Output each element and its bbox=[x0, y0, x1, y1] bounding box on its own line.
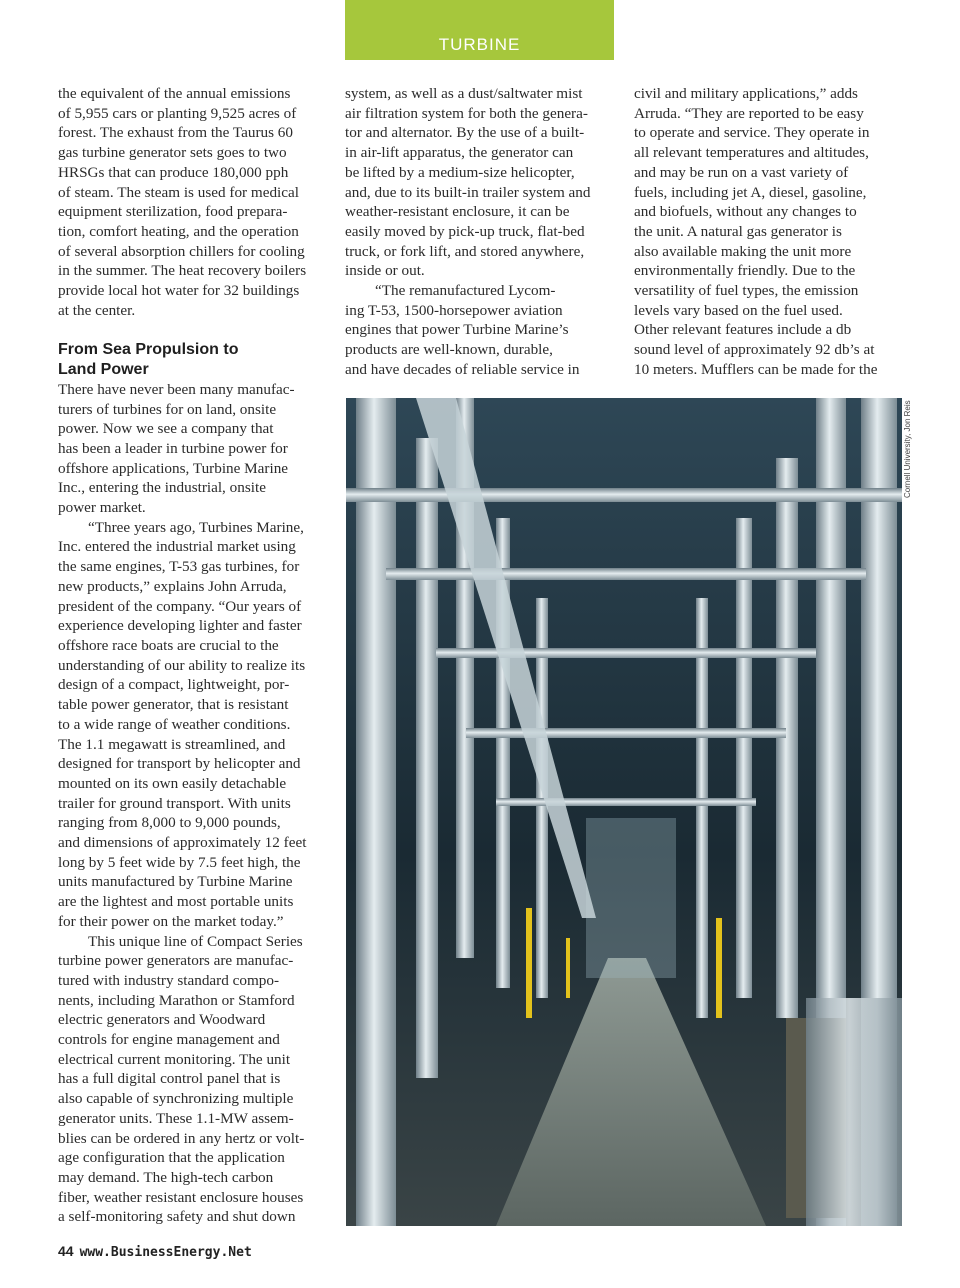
text-line: the unit. A natural gas generator is bbox=[634, 222, 842, 240]
text-line: has been a leader in turbine power for bbox=[58, 439, 288, 457]
text-line: Arruda. “They are reported to be easy bbox=[634, 104, 864, 122]
text-line: sound level of approximately 92 db’s at bbox=[634, 341, 875, 359]
text-line: nents, including Marathon or Stamford bbox=[58, 991, 295, 1009]
text-line: offshore applications, Turbine Marine bbox=[58, 459, 289, 477]
text-line: This unique line of Compact Series bbox=[88, 932, 303, 950]
subheading-line: From Sea Propulsion to bbox=[58, 341, 239, 359]
text-line: has a full digital control panel that is bbox=[58, 1070, 281, 1088]
text-line: offshore race boats are crucial to the bbox=[58, 636, 279, 654]
website-link[interactable]: www.BusinessEnergy.Net bbox=[79, 1245, 252, 1260]
text-line: of steam. The steam is used for medical bbox=[58, 183, 299, 201]
text-line: blies can be ordered in any hertz or volt- bbox=[58, 1129, 305, 1147]
column1-paragraph-d bbox=[58, 932, 333, 1228]
text-line: all relevant temperatures and altitudes, bbox=[634, 144, 869, 162]
column1-paragraph-a bbox=[58, 84, 333, 320]
text-line: in the summer. The heat recovery boilers bbox=[58, 262, 307, 280]
text-line: trailer for ground transport. With units bbox=[58, 794, 291, 812]
text-line: of 5,955 cars or planting 9,525 acres of bbox=[58, 104, 297, 122]
text-line: air filtration system for both the genera- bbox=[345, 104, 588, 122]
text-line: products are well-known, durable, bbox=[345, 341, 553, 359]
text-line: new products,” explains John Arruda, bbox=[58, 577, 287, 595]
text-line: to operate and service. They operate in bbox=[634, 124, 870, 142]
text-line: “Three years ago, Turbines Marine, bbox=[88, 518, 304, 536]
text-line: also capable of synchronizing multiple bbox=[58, 1090, 294, 1108]
text-line: and biofuels, without any changes to bbox=[634, 203, 857, 221]
text-line: system, as well as a dust/saltwater mist bbox=[345, 85, 583, 102]
text-line: tured with industry standard compo- bbox=[58, 971, 280, 989]
text-line: inside or out. bbox=[345, 262, 425, 280]
column2-paragraph-b bbox=[345, 281, 620, 380]
text-line: tion, comfort heating, and the operation bbox=[58, 222, 299, 240]
text-line: tor and alternator. By the use of a built- bbox=[345, 124, 585, 142]
text-line: The 1.1 megawatt is streamlined, and bbox=[58, 735, 286, 753]
text-line: power market. bbox=[58, 499, 146, 517]
text-line: design of a compact, lightweight, por- bbox=[58, 676, 290, 694]
text-line: electrical current monitoring. The unit bbox=[58, 1050, 291, 1068]
industrial-plant-photo bbox=[346, 398, 902, 1226]
text-line: provide local hot water for 32 buildings bbox=[58, 282, 300, 300]
text-line: ranging from 8,000 to 9,000 pounds, bbox=[58, 814, 281, 832]
text-line: to a wide range of weather conditions. bbox=[58, 715, 291, 733]
column1-paragraph-c bbox=[58, 518, 333, 932]
column1-paragraph-b bbox=[58, 380, 333, 518]
text-line: table power generator, that is resistant bbox=[58, 696, 289, 714]
article-column-1 bbox=[58, 84, 333, 1227]
text-line: power. Now we see a company that bbox=[58, 420, 274, 438]
text-line: equipment sterilization, food prepara- bbox=[58, 203, 288, 221]
text-line: a self-monitoring safety and shut down bbox=[58, 1208, 296, 1226]
photo-credit: Cornell University, Jon Reis bbox=[903, 400, 912, 498]
text-line: “The remanufactured Lycom- bbox=[375, 282, 556, 300]
text-line: generator units. These 1.1-MW assem- bbox=[58, 1109, 294, 1127]
text-line: civil and military applications,” adds bbox=[634, 85, 858, 102]
text-line: fiber, weather resistant enclosure houses bbox=[58, 1188, 304, 1206]
text-line: president of the company. “Our years of bbox=[58, 597, 302, 615]
text-line: forest. The exhaust from the Taurus 60 bbox=[58, 124, 293, 142]
text-line: long by 5 feet wide by 7.5 feet high, the bbox=[58, 853, 301, 871]
text-line: HRSGs that can produce 180,000 pph bbox=[58, 163, 289, 181]
text-line: ing T-53, 1500-horsepower aviation bbox=[345, 301, 563, 319]
column2-paragraph-a bbox=[345, 84, 620, 281]
text-line: 10 meters. Mufflers can be made for the bbox=[634, 360, 878, 378]
text-line: electric generators and Woodward bbox=[58, 1011, 266, 1029]
text-line: controls for engine management and bbox=[58, 1031, 280, 1049]
text-line: for their power on the market today.” bbox=[58, 912, 284, 930]
subheading-sea-propulsion bbox=[58, 340, 333, 379]
text-line: Other relevant features include a db bbox=[634, 321, 852, 339]
text-line: are the lightest and most portable units bbox=[58, 893, 294, 911]
text-line: in air-lift apparatus, the generator can bbox=[345, 144, 574, 162]
text-line: versatility of fuel types, the emission bbox=[634, 282, 859, 300]
section-tab-label: TURBINE bbox=[438, 35, 521, 54]
text-line: turers of turbines for on land, onsite bbox=[58, 400, 277, 418]
text-line: understanding of our ability to realize its bbox=[58, 656, 306, 674]
text-line: at the center. bbox=[58, 301, 136, 319]
text-line: the same engines, T-53 gas turbines, for bbox=[58, 558, 300, 576]
text-line: may demand. The high-tech carbon bbox=[58, 1168, 274, 1186]
section-tab bbox=[345, 0, 614, 60]
text-line: age configuration that the application bbox=[58, 1149, 285, 1167]
article-column-2 bbox=[345, 84, 620, 380]
text-line: Inc. entered the industrial market using bbox=[58, 538, 296, 556]
text-line: designed for transport by helicopter and bbox=[58, 755, 301, 773]
text-line: and have decades of reliable service in bbox=[345, 360, 580, 378]
text-line: fuels, including jet A, diesel, gasoline, bbox=[634, 183, 867, 201]
text-line: and, due to its built-in trailer system and bbox=[345, 183, 591, 201]
text-line: experience developing lighter and faster bbox=[58, 617, 302, 635]
pipes-illustration bbox=[346, 398, 902, 1226]
text-line: units manufactured by Turbine Marine bbox=[58, 873, 293, 891]
text-line: gas turbine generator sets goes to two bbox=[58, 144, 287, 162]
text-line: truck, or fork lift, and stored anywhere, bbox=[345, 242, 585, 260]
text-line: There have never been many manufac- bbox=[58, 380, 295, 398]
page-number: 44 bbox=[58, 1243, 74, 1259]
text-line: weather-resistant enclosure, it can be bbox=[345, 203, 570, 221]
text-line: and may be run on a vast variety of bbox=[634, 163, 849, 181]
text-line: also available making the unit more bbox=[634, 242, 852, 260]
text-line: mounted on its own easily detachable bbox=[58, 774, 287, 792]
text-line: be lifted by a medium-size helicopter, bbox=[345, 163, 575, 181]
text-line: easily moved by pick-up truck, flat-bed bbox=[345, 222, 585, 240]
text-line: Inc., entering the industrial, onsite bbox=[58, 479, 266, 497]
text-line: and dimensions of approximately 12 feet bbox=[58, 834, 307, 852]
article-column-3 bbox=[634, 84, 909, 380]
page-footer bbox=[58, 1243, 252, 1260]
text-line: of several absorption chillers for cooling bbox=[58, 242, 305, 260]
text-line: turbine power generators are manufac- bbox=[58, 952, 294, 970]
subheading-line: Land Power bbox=[58, 361, 149, 379]
text-line: environmentally friendly. Due to the bbox=[634, 262, 856, 280]
text-line: levels vary based on the fuel used. bbox=[634, 301, 843, 319]
column3-paragraph bbox=[634, 84, 909, 380]
text-line: engines that power Turbine Marine’s bbox=[345, 321, 569, 339]
text-line: the equivalent of the annual emissions bbox=[58, 85, 291, 102]
